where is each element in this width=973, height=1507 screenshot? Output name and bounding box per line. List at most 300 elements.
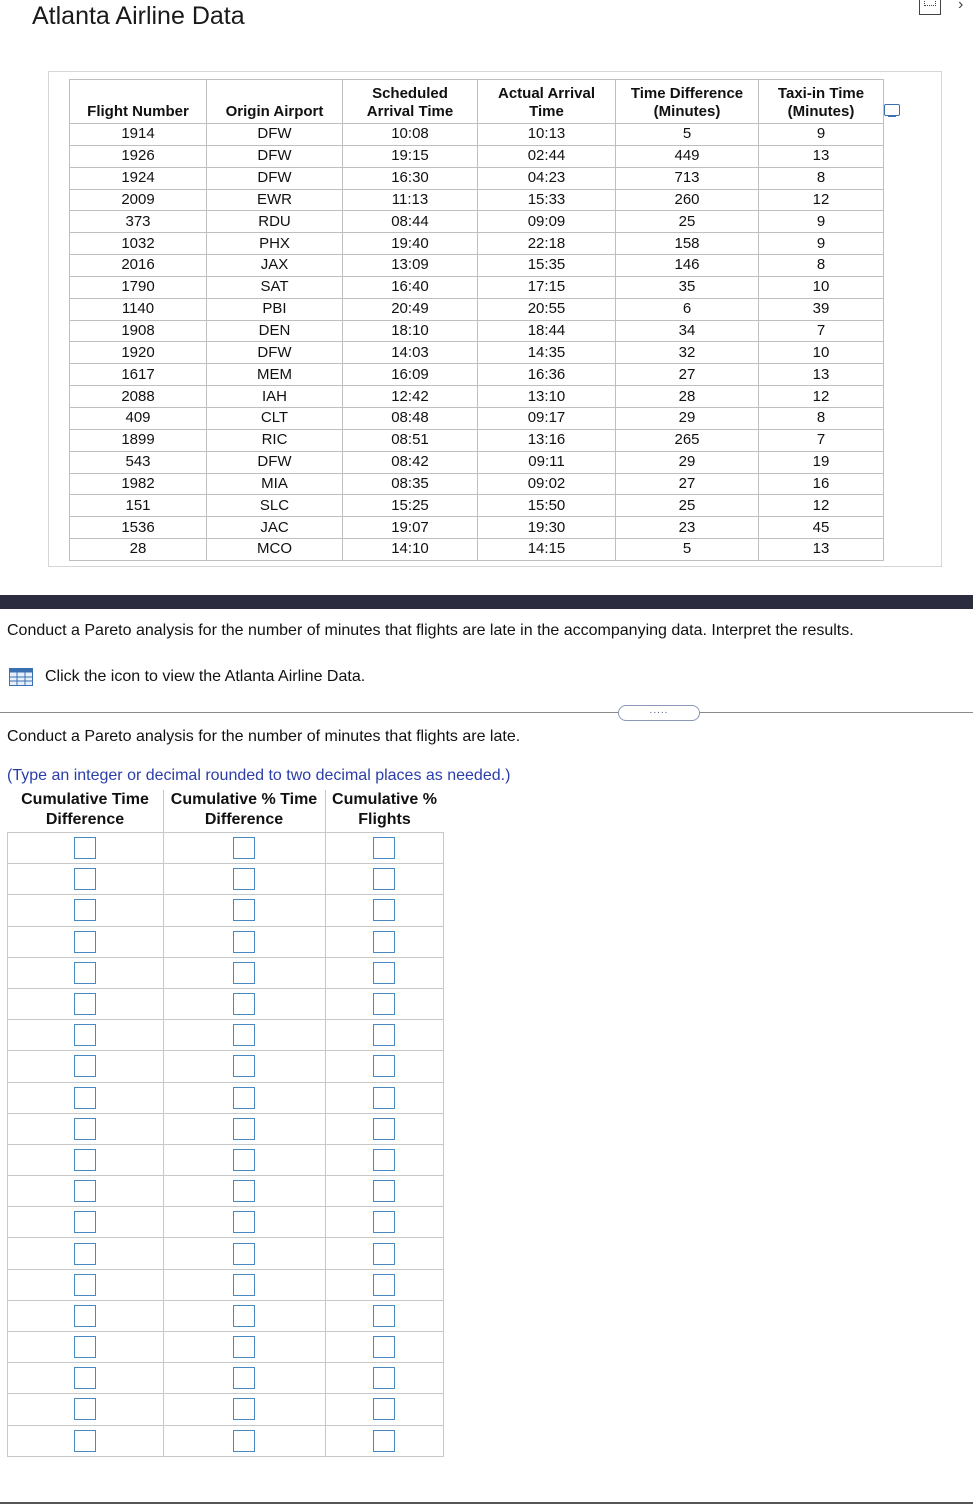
table-row: [70, 342, 884, 364]
cumulative-pct-time-input[interactable]: [233, 962, 255, 984]
cell-time-difference: 6: [616, 298, 759, 320]
cumulative-pct-flights-input[interactable]: [373, 1087, 395, 1109]
cell-actual-arrival: 09:09: [478, 211, 616, 233]
cumulative-time-input[interactable]: [74, 899, 96, 921]
cell-taxi-in-time: 9: [759, 233, 884, 255]
table-row: [70, 364, 884, 386]
answer-cell: [325, 1082, 444, 1113]
table-row: [70, 167, 884, 189]
col-header-taxi-in-time: Taxi-in Time (Minutes): [759, 80, 884, 124]
cell-scheduled-arrival: 10:08: [343, 124, 478, 146]
table-row: [70, 145, 884, 167]
answer-cell: [163, 957, 325, 988]
cell-flight-number: 151: [70, 495, 207, 517]
answer-cell: [325, 1332, 444, 1363]
cell-flight-number: 1982: [70, 473, 207, 495]
answer-row: [8, 1425, 444, 1456]
table-row: [70, 233, 884, 255]
answer-cell: [8, 833, 164, 864]
cumulative-time-input[interactable]: [74, 993, 96, 1015]
cumulative-pct-time-input[interactable]: [233, 1149, 255, 1171]
answer-row: [8, 833, 444, 864]
table-row: [70, 255, 884, 277]
cell-taxi-in-time: 10: [759, 276, 884, 298]
table-row: [70, 298, 884, 320]
cell-time-difference: 25: [616, 495, 759, 517]
answer-cell: [163, 1269, 325, 1300]
bottom-border: [0, 1502, 973, 1504]
cell-scheduled-arrival: 14:03: [343, 342, 478, 364]
cell-actual-arrival: 15:33: [478, 189, 616, 211]
section-divider: [0, 595, 973, 609]
answer-row: [8, 926, 444, 957]
answer-cell: [8, 1425, 164, 1456]
cell-flight-number: 1617: [70, 364, 207, 386]
cell-time-difference: 158: [616, 233, 759, 255]
question-text: Conduct a Pareto analysis for the number of minutes that flights are late in the accompanying data. Interpret the results.: [7, 622, 854, 639]
cell-time-difference: 29: [616, 451, 759, 473]
cell-flight-number: 1908: [70, 320, 207, 342]
cumulative-time-input[interactable]: [74, 962, 96, 984]
cell-taxi-in-time: 45: [759, 517, 884, 539]
answer-cell: [8, 1269, 164, 1300]
answer-row: [8, 1300, 444, 1331]
cumulative-time-input[interactable]: [74, 1336, 96, 1358]
cumulative-pct-time-input[interactable]: [233, 1180, 255, 1202]
cell-scheduled-arrival: 19:40: [343, 233, 478, 255]
cumulative-pct-flights-input[interactable]: [373, 1274, 395, 1296]
cell-time-difference: 34: [616, 320, 759, 342]
cell-scheduled-arrival: 18:10: [343, 320, 478, 342]
col-header-origin-airport: Origin Airport: [207, 80, 343, 124]
cell-flight-number: 2016: [70, 255, 207, 277]
cell-taxi-in-time: 8: [759, 255, 884, 277]
answer-cell: [8, 1207, 164, 1238]
table-row: [70, 517, 884, 539]
cumulative-pct-flights-input[interactable]: [373, 931, 395, 953]
sub-question-text: Conduct a Pareto analysis for the number of minutes that flights are late.: [7, 728, 521, 745]
answer-cell: [8, 1113, 164, 1144]
answer-row: [8, 1332, 444, 1363]
view-data-link-label[interactable]: Click the icon to view the Atlanta Airline Data.: [45, 668, 366, 685]
col-header-flight-number: Flight Number: [70, 80, 207, 124]
cell-scheduled-arrival: 16:30: [343, 167, 478, 189]
cell-scheduled-arrival: 13:09: [343, 255, 478, 277]
cell-flight-number: 2088: [70, 386, 207, 408]
cell-actual-arrival: 09:11: [478, 451, 616, 473]
answer-cell: [8, 1144, 164, 1175]
answer-cell: [325, 1363, 444, 1394]
answer-row: [8, 895, 444, 926]
cell-actual-arrival: 13:10: [478, 386, 616, 408]
answer-row: [8, 1363, 444, 1394]
cumulative-pct-flights-input[interactable]: [373, 962, 395, 984]
col-header-time-difference: Time Difference (Minutes): [616, 80, 759, 124]
cell-actual-arrival: 10:13: [478, 124, 616, 146]
answer-header-cumulative-pct-flights: Cumulative % Flights: [325, 790, 444, 833]
cumulative-pct-time-input[interactable]: [233, 1087, 255, 1109]
answer-row: [8, 1269, 444, 1300]
answer-cell: [8, 1051, 164, 1082]
answer-cell: [325, 1300, 444, 1331]
cell-taxi-in-time: 13: [759, 364, 884, 386]
answer-cell: [325, 1238, 444, 1269]
cumulative-pct-flights-input[interactable]: [373, 1367, 395, 1389]
cell-actual-arrival: 17:15: [478, 276, 616, 298]
cell-origin-airport: JAC: [207, 517, 343, 539]
cumulative-pct-time-input[interactable]: [233, 1274, 255, 1296]
answer-cell: [163, 1082, 325, 1113]
chevron-right-icon[interactable]: ›: [958, 0, 964, 13]
cell-origin-airport: DFW: [207, 451, 343, 473]
answer-cell: [325, 988, 444, 1019]
more-button[interactable]: .....: [618, 705, 700, 721]
cumulative-pct-flights-input[interactable]: [373, 837, 395, 859]
cell-flight-number: 1899: [70, 429, 207, 451]
answer-cell: [325, 1425, 444, 1456]
answer-cell: [163, 1425, 325, 1456]
cell-flight-number: 373: [70, 211, 207, 233]
cumulative-pct-flights-input[interactable]: [373, 993, 395, 1015]
cumulative-time-input[interactable]: [74, 1274, 96, 1296]
answer-row: [8, 1238, 444, 1269]
cell-origin-airport: DFW: [207, 167, 343, 189]
answer-cell: [8, 988, 164, 1019]
cell-origin-airport: DFW: [207, 342, 343, 364]
cumulative-pct-flights-input[interactable]: [373, 1149, 395, 1171]
separator-line: [0, 712, 973, 713]
cumulative-pct-time-input[interactable]: [233, 1305, 255, 1327]
answer-row: [8, 988, 444, 1019]
cumulative-pct-time-input[interactable]: [233, 1243, 255, 1265]
table-row: [70, 539, 884, 561]
cell-origin-airport: EWR: [207, 189, 343, 211]
answer-cell: [8, 1363, 164, 1394]
cumulative-pct-time-input[interactable]: [233, 1118, 255, 1140]
cumulative-time-input[interactable]: [74, 1180, 96, 1202]
cumulative-time-input[interactable]: [74, 1305, 96, 1327]
cumulative-pct-time-input[interactable]: [233, 931, 255, 953]
answer-cell: [8, 926, 164, 957]
answer-cell: [8, 864, 164, 895]
answer-cell: [163, 1394, 325, 1425]
answer-table: [7, 790, 444, 1457]
cell-scheduled-arrival: 19:15: [343, 145, 478, 167]
cell-time-difference: 5: [616, 539, 759, 561]
answer-cell: [163, 1300, 325, 1331]
answer-cell: [163, 1113, 325, 1144]
table-row: [70, 211, 884, 233]
table-row: [70, 429, 884, 451]
cell-flight-number: 2009: [70, 189, 207, 211]
cell-taxi-in-time: 39: [759, 298, 884, 320]
cell-origin-airport: RIC: [207, 429, 343, 451]
cell-actual-arrival: 04:23: [478, 167, 616, 189]
cell-actual-arrival: 14:15: [478, 539, 616, 561]
cell-taxi-in-time: 9: [759, 124, 884, 146]
answer-cell: [163, 1363, 325, 1394]
answer-cell: [325, 1394, 444, 1425]
cumulative-pct-flights-input[interactable]: [373, 1398, 395, 1420]
cell-origin-airport: DFW: [207, 124, 343, 146]
airline-data-table: [69, 79, 884, 561]
answer-cell: [325, 957, 444, 988]
answer-cell: [325, 1051, 444, 1082]
cumulative-pct-flights-input[interactable]: [373, 1305, 395, 1327]
answer-cell: [8, 1332, 164, 1363]
cumulative-time-input[interactable]: [74, 868, 96, 890]
cell-origin-airport: SAT: [207, 276, 343, 298]
col-header-actual-arrival: Actual Arrival Time: [478, 80, 616, 124]
cell-taxi-in-time: 12: [759, 386, 884, 408]
cell-scheduled-arrival: 16:09: [343, 364, 478, 386]
cell-taxi-in-time: 7: [759, 429, 884, 451]
answer-cell: [8, 1082, 164, 1113]
answer-header-cumulative-pct-time: Cumulative % Time Difference: [163, 790, 325, 833]
cell-scheduled-arrival: 11:13: [343, 189, 478, 211]
cell-flight-number: 1924: [70, 167, 207, 189]
cumulative-pct-flights-input[interactable]: [373, 1055, 395, 1077]
cumulative-pct-flights-input[interactable]: [373, 1243, 395, 1265]
cell-actual-arrival: 19:30: [478, 517, 616, 539]
cell-origin-airport: DEN: [207, 320, 343, 342]
cell-origin-airport: CLT: [207, 407, 343, 429]
cell-flight-number: 1926: [70, 145, 207, 167]
table-row: [70, 386, 884, 408]
cell-taxi-in-time: 10: [759, 342, 884, 364]
answer-row: [8, 1394, 444, 1425]
cumulative-pct-time-input[interactable]: [233, 868, 255, 890]
cell-origin-airport: PBI: [207, 298, 343, 320]
cumulative-pct-time-input[interactable]: [233, 1211, 255, 1233]
cell-taxi-in-time: 8: [759, 407, 884, 429]
cell-time-difference: 35: [616, 276, 759, 298]
cell-origin-airport: PHX: [207, 233, 343, 255]
answer-cell: [325, 926, 444, 957]
cell-time-difference: 713: [616, 167, 759, 189]
cumulative-pct-flights-input[interactable]: [373, 868, 395, 890]
cell-taxi-in-time: 13: [759, 145, 884, 167]
answer-cell: [163, 1207, 325, 1238]
cell-actual-arrival: 22:18: [478, 233, 616, 255]
answer-row: [8, 1051, 444, 1082]
answer-cell: [163, 988, 325, 1019]
answer-hint: (Type an integer or decimal rounded to two decimal places as needed.): [7, 767, 511, 784]
answer-cell: [163, 1020, 325, 1051]
cell-time-difference: 29: [616, 407, 759, 429]
cumulative-pct-time-input[interactable]: [233, 1336, 255, 1358]
answer-cell: [163, 1144, 325, 1175]
cumulative-time-input[interactable]: [74, 1398, 96, 1420]
answer-cell: [8, 895, 164, 926]
cell-scheduled-arrival: 12:42: [343, 386, 478, 408]
answer-cell: [163, 1332, 325, 1363]
cell-taxi-in-time: 9: [759, 211, 884, 233]
answer-cell: [325, 833, 444, 864]
answer-row: [8, 1207, 444, 1238]
cell-actual-arrival: 09:02: [478, 473, 616, 495]
answer-row: [8, 1020, 444, 1051]
cell-taxi-in-time: 19: [759, 451, 884, 473]
table-row: [70, 189, 884, 211]
cell-scheduled-arrival: 14:10: [343, 539, 478, 561]
table-row: [70, 407, 884, 429]
cell-flight-number: 28: [70, 539, 207, 561]
cell-flight-number: 1920: [70, 342, 207, 364]
cumulative-time-input[interactable]: [74, 1024, 96, 1046]
window-icon[interactable]: [919, 0, 941, 15]
cell-time-difference: 5: [616, 124, 759, 146]
cumulative-time-input[interactable]: [74, 1243, 96, 1265]
cumulative-pct-time-input[interactable]: [233, 1430, 255, 1452]
cell-scheduled-arrival: 08:42: [343, 451, 478, 473]
cumulative-pct-time-input[interactable]: [233, 899, 255, 921]
cumulative-pct-time-input[interactable]: [233, 837, 255, 859]
table-row: [70, 276, 884, 298]
cell-scheduled-arrival: 15:25: [343, 495, 478, 517]
answer-cell: [325, 864, 444, 895]
cell-origin-airport: MEM: [207, 364, 343, 386]
answer-cell: [8, 1238, 164, 1269]
cell-scheduled-arrival: 08:44: [343, 211, 478, 233]
cumulative-pct-time-input[interactable]: [233, 1398, 255, 1420]
cell-scheduled-arrival: 20:49: [343, 298, 478, 320]
cumulative-time-input[interactable]: [74, 1118, 96, 1140]
answer-row: [8, 1144, 444, 1175]
cell-taxi-in-time: 12: [759, 189, 884, 211]
cell-origin-airport: JAX: [207, 255, 343, 277]
table-row: [70, 320, 884, 342]
table-icon[interactable]: [9, 668, 33, 686]
table-row: [70, 451, 884, 473]
cell-flight-number: 1790: [70, 276, 207, 298]
table-row: [70, 495, 884, 517]
cell-actual-arrival: 16:36: [478, 364, 616, 386]
answer-cell: [163, 833, 325, 864]
cell-taxi-in-time: 7: [759, 320, 884, 342]
cell-actual-arrival: 09:17: [478, 407, 616, 429]
answer-cell: [163, 864, 325, 895]
cumulative-time-input[interactable]: [74, 1211, 96, 1233]
cell-origin-airport: IAH: [207, 386, 343, 408]
answer-cell: [8, 1300, 164, 1331]
cumulative-pct-flights-input[interactable]: [373, 899, 395, 921]
cell-scheduled-arrival: 19:07: [343, 517, 478, 539]
cumulative-pct-flights-input[interactable]: [373, 1024, 395, 1046]
cumulative-pct-flights-input[interactable]: [373, 1430, 395, 1452]
answer-cell: [325, 1207, 444, 1238]
cell-scheduled-arrival: 08:35: [343, 473, 478, 495]
cumulative-time-input[interactable]: [74, 837, 96, 859]
cell-taxi-in-time: 8: [759, 167, 884, 189]
cell-time-difference: 146: [616, 255, 759, 277]
cumulative-pct-flights-input[interactable]: [373, 1118, 395, 1140]
answer-row: [8, 957, 444, 988]
answer-cell: [163, 1238, 325, 1269]
cell-time-difference: 27: [616, 473, 759, 495]
cell-flight-number: 1140: [70, 298, 207, 320]
cell-time-difference: 260: [616, 189, 759, 211]
cell-time-difference: 27: [616, 364, 759, 386]
cell-origin-airport: MCO: [207, 539, 343, 561]
cumulative-pct-time-input[interactable]: [233, 1055, 255, 1077]
cumulative-pct-time-input[interactable]: [233, 1024, 255, 1046]
cell-scheduled-arrival: 16:40: [343, 276, 478, 298]
answer-row: [8, 1082, 444, 1113]
cumulative-pct-time-input[interactable]: [233, 1367, 255, 1389]
cell-time-difference: 265: [616, 429, 759, 451]
answer-cell: [325, 1269, 444, 1300]
cumulative-time-input[interactable]: [74, 1149, 96, 1171]
answer-cell: [8, 1394, 164, 1425]
cell-time-difference: 28: [616, 386, 759, 408]
cell-origin-airport: SLC: [207, 495, 343, 517]
cumulative-time-input[interactable]: [74, 1055, 96, 1077]
answer-row: [8, 1113, 444, 1144]
cell-origin-airport: DFW: [207, 145, 343, 167]
cell-flight-number: 409: [70, 407, 207, 429]
cumulative-time-input[interactable]: [74, 931, 96, 953]
cumulative-pct-flights-input[interactable]: [373, 1211, 395, 1233]
cell-actual-arrival: 02:44: [478, 145, 616, 167]
cell-flight-number: 1536: [70, 517, 207, 539]
cumulative-time-input[interactable]: [74, 1087, 96, 1109]
cell-actual-arrival: 18:44: [478, 320, 616, 342]
table-row: [70, 473, 884, 495]
page-title: Atlanta Airline Data: [32, 2, 245, 30]
answer-cell: [163, 926, 325, 957]
cell-origin-airport: MIA: [207, 473, 343, 495]
cell-flight-number: 1914: [70, 124, 207, 146]
cell-scheduled-arrival: 08:51: [343, 429, 478, 451]
answer-cell: [163, 895, 325, 926]
cumulative-time-input[interactable]: [74, 1367, 96, 1389]
cell-flight-number: 543: [70, 451, 207, 473]
view-data-link[interactable]: [9, 667, 365, 687]
answer-cell: [325, 1113, 444, 1144]
cumulative-pct-flights-input[interactable]: [373, 1180, 395, 1202]
cell-taxi-in-time: 12: [759, 495, 884, 517]
answer-cell: [8, 957, 164, 988]
cell-actual-arrival: 15:50: [478, 495, 616, 517]
cell-actual-arrival: 15:35: [478, 255, 616, 277]
answer-row: [8, 864, 444, 895]
copy-icon[interactable]: [884, 104, 900, 116]
answer-cell: [163, 1051, 325, 1082]
cell-actual-arrival: 20:55: [478, 298, 616, 320]
cell-origin-airport: RDU: [207, 211, 343, 233]
cell-taxi-in-time: 16: [759, 473, 884, 495]
cell-taxi-in-time: 13: [759, 539, 884, 561]
answer-cell: [325, 1176, 444, 1207]
cumulative-pct-time-input[interactable]: [233, 993, 255, 1015]
cumulative-time-input[interactable]: [74, 1430, 96, 1452]
cumulative-pct-flights-input[interactable]: [373, 1336, 395, 1358]
answer-cell: [8, 1176, 164, 1207]
answer-cell: [163, 1176, 325, 1207]
cell-time-difference: 32: [616, 342, 759, 364]
answer-row: [8, 1176, 444, 1207]
answer-cell: [325, 1144, 444, 1175]
table-row: [70, 124, 884, 146]
col-header-scheduled-arrival: Scheduled Arrival Time: [343, 80, 478, 124]
cell-time-difference: 23: [616, 517, 759, 539]
cell-time-difference: 449: [616, 145, 759, 167]
cell-actual-arrival: 14:35: [478, 342, 616, 364]
cell-flight-number: 1032: [70, 233, 207, 255]
answer-cell: [8, 1020, 164, 1051]
cell-actual-arrival: 13:16: [478, 429, 616, 451]
